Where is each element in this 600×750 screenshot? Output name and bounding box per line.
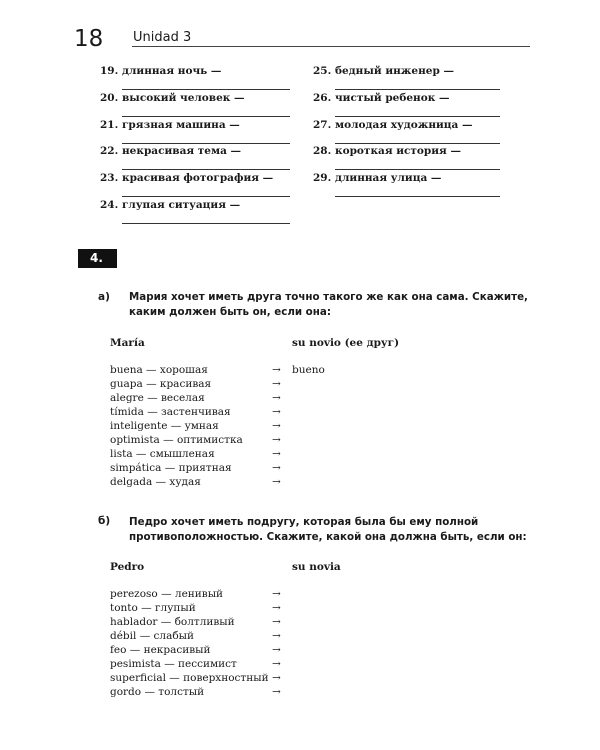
exercise-item-phrase: короткая история — xyxy=(335,145,461,158)
arrow-icon: → xyxy=(272,602,281,614)
word-pair: guapa — красивая xyxy=(110,378,212,390)
exercise-item-phrase: длинная ночь — xyxy=(122,65,222,77)
answer-blank-line[interactable] xyxy=(335,196,500,197)
answer-blank-line[interactable] xyxy=(335,116,500,117)
arrow-icon: → xyxy=(272,588,281,600)
exercise-item-number: 26. xyxy=(313,91,332,104)
exercise-badge: 4. xyxy=(78,249,117,268)
answer-blank-line[interactable] xyxy=(335,89,500,90)
arrow-icon: → xyxy=(272,630,281,642)
exercise-item-number: 20. xyxy=(100,91,119,104)
column-su-novio: su novio (ее друг) xyxy=(292,337,400,349)
arrow-icon: → xyxy=(272,616,281,628)
word-pair: delgada — худая xyxy=(110,476,201,488)
exercise-item-number: 19. xyxy=(100,65,119,77)
exercise-item-phrase: грязная машина — xyxy=(122,118,240,131)
word-pair: inteligente — умная xyxy=(110,420,219,432)
arrow-icon: → xyxy=(272,462,281,474)
exercise-item-phrase: некрасивая тема — xyxy=(122,145,242,158)
unit-title: Unidad 3 xyxy=(133,30,192,45)
word-pair: simpática — приятная xyxy=(110,462,232,474)
exercise-item-number: 25. xyxy=(313,65,332,77)
exercise-item-phrase: красивая фотография — xyxy=(122,172,274,185)
exercise-item-phrase: чистый ребенок — xyxy=(335,91,450,104)
arrow-icon: → xyxy=(272,658,281,670)
arrow-icon: → xyxy=(272,434,281,446)
page-number: 18 xyxy=(74,26,104,52)
exercise-item-phrase: длинная улица — xyxy=(335,172,442,185)
arrow-icon: → xyxy=(272,420,281,432)
arrow-icon: → xyxy=(272,448,281,460)
word-pair: perezoso — ленивый xyxy=(110,588,224,600)
part-b-label: б) xyxy=(98,515,111,527)
word-pair: alegre — веселая xyxy=(110,392,205,404)
exercise-item-number: 28. xyxy=(313,145,332,158)
word-pair: tonto — глупый xyxy=(110,602,196,614)
answer-blank-line[interactable] xyxy=(122,116,290,117)
word-pair: gordo — толстый xyxy=(110,686,205,698)
exercise-item-number: 22. xyxy=(100,145,119,158)
word-pair: buena — хорошая xyxy=(110,364,208,376)
arrow-icon: → xyxy=(272,644,281,656)
word-pair: feo — некрасивый xyxy=(110,644,211,656)
answer-blank-line[interactable] xyxy=(335,143,500,144)
answer-blank-line[interactable] xyxy=(122,223,290,224)
exercise-item-phrase: глупая ситуация — xyxy=(122,199,241,211)
column-su-novia: su novia xyxy=(292,561,341,573)
exercise-item-phrase: бедный инженер — xyxy=(335,65,454,77)
arrow-icon: → xyxy=(272,392,281,404)
arrow-icon: → xyxy=(272,406,281,418)
arrow-icon: → xyxy=(272,686,281,698)
exercise-item-phrase: молодая художница — xyxy=(335,118,473,131)
part-b-instruction: Педро хочет иметь подругу, которая была бы ему полной противоположностью. Скажите, какой она должна быть, если он: xyxy=(129,516,527,543)
exercise-item-phrase: высокий человек — xyxy=(122,91,245,104)
answer-blank-line[interactable] xyxy=(122,196,290,197)
arrow-icon: → xyxy=(272,672,281,684)
word-pair: superficial — поверхностный xyxy=(110,672,269,684)
word-pair: hablador — болтливый xyxy=(110,616,235,628)
exercise-item-number: 23. xyxy=(100,172,119,185)
word-pair: débil — слабый xyxy=(110,630,195,642)
word-pair: lista — смышленая xyxy=(110,448,215,460)
exercise-item-number: 24. xyxy=(100,199,119,211)
answer-blank-line[interactable] xyxy=(335,169,500,170)
word-pair: pesimista — пессимист xyxy=(110,658,237,670)
header-rule xyxy=(132,46,530,47)
answer-field[interactable]: bueno xyxy=(292,364,325,376)
column-maria: María xyxy=(110,337,145,349)
part-a-label: а) xyxy=(98,291,110,303)
arrow-icon: → xyxy=(272,378,281,390)
column-pedro: Pedro xyxy=(110,561,145,573)
arrow-icon: → xyxy=(272,476,281,488)
exercise-item-number: 21. xyxy=(100,118,119,131)
word-pair: optimista — оптимистка xyxy=(110,434,243,446)
answer-blank-line[interactable] xyxy=(122,89,290,90)
word-pair: tímida — застенчивая xyxy=(110,406,231,418)
arrow-icon: → xyxy=(272,364,281,376)
exercise-item-number: 27. xyxy=(313,118,332,131)
answer-blank-line[interactable] xyxy=(122,143,290,144)
exercise-item-number: 29. xyxy=(313,172,332,185)
part-a-instruction: Мария хочет иметь друга точно такого же как она сама. Скажите, каким должен быть он, если она: xyxy=(129,291,528,318)
answer-blank-line[interactable] xyxy=(122,169,290,170)
